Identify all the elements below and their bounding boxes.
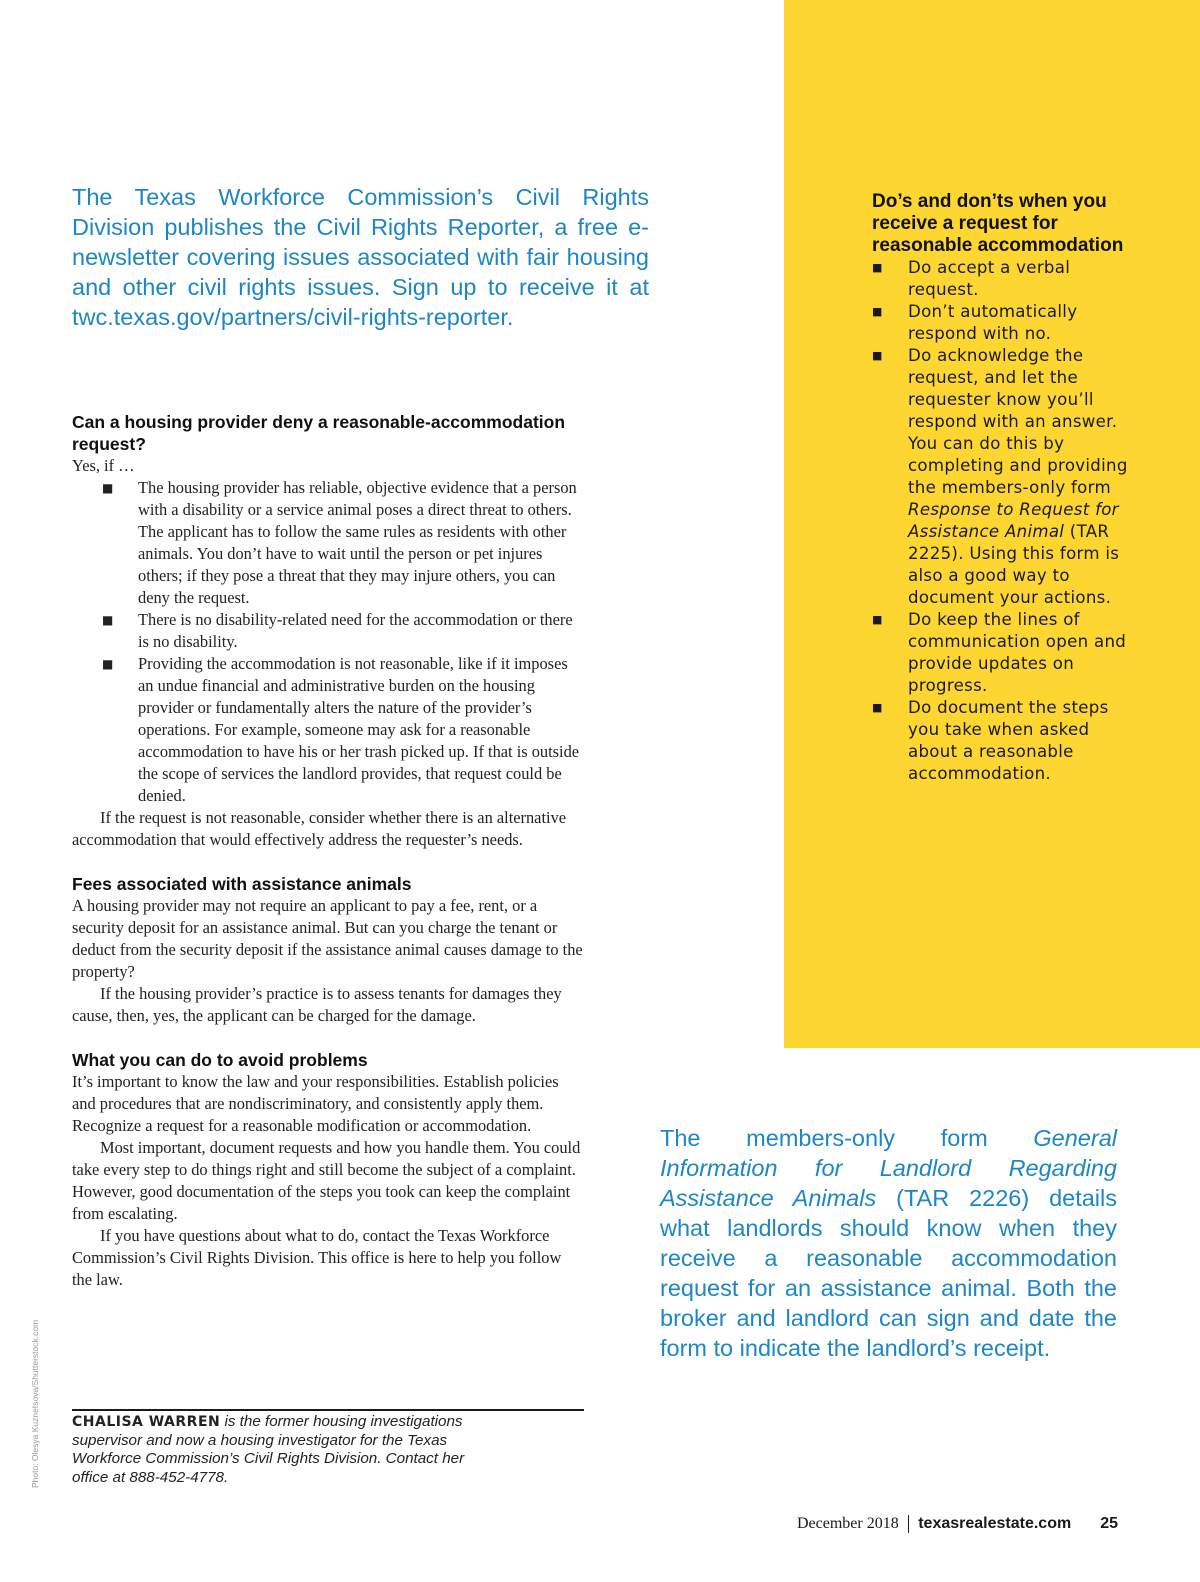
bullet-icon: ■ [872,305,883,318]
bullet-icon: ■ [102,657,114,671]
spacer [72,851,584,873]
page-number: 25 [1100,1515,1118,1532]
list-item-text: (TAR 2225). Using this form is also a good way to document your actions. [908,522,1120,607]
spacer [72,1027,584,1049]
bullet-icon: ■ [872,349,883,362]
list-item [872,257,1132,301]
list-item-text: Do keep the lines of communication open and provide updates on progress. [908,610,1127,695]
site-link[interactable]: texasrealestate.com [918,1515,1072,1532]
form-callout [660,1123,1117,1363]
sidebar-heading: Do’s and don’ts when you receive a request for reasonable accommodation [872,191,1124,256]
footer-separator [908,1515,910,1533]
section-heading-fees: Fees associated with assistance animals [72,874,412,894]
list-item-text: There is no disability-related need for the accommodation or there is no disability. [138,610,573,651]
form-title: Response to Request for Assistance Animal [908,500,1119,541]
callout-text: (TAR 2226) details what landlords should know when they receive a reasonable accommodation request for an assistance animal. Both the broker and landlord can sign and date the form to indicate the landlord’s receipt. [660,1185,1118,1361]
list-item [102,653,584,807]
list-item-text: Don’t automatically respond with no. [908,302,1078,343]
list-item [102,477,584,609]
section-heading-deny: Can a housing provider deny a reasonable-accommodation request? [72,412,566,454]
list-item [102,609,584,653]
paragraph: Most important, document requests and how you handle them. You could take every step to do things right and still become the subject of a complaint. However, good documentation of the steps you took can keep the complaint from escalating. [72,1138,581,1223]
article-body [72,411,584,1291]
list-item-text: Do acknowledge the request, and let the requester know you’ll respond with an answer. You can do this by completing and providing the members-only form [908,346,1128,497]
section-heading-avoid: What you can do to avoid problems [72,1050,368,1070]
bullet-icon: ■ [872,701,883,714]
list-item [872,345,1132,609]
page-footer [797,1515,1118,1533]
author-bio [72,1413,502,1487]
paragraph: A housing provider may not require an applicant to pay a fee, rent, or a security deposit for an assistance animal. But can you charge the tenant or deduct from the security deposit if the assistance animal causes damage to the property? [72,896,583,981]
list-item-text: Do document the steps you take when asked about a reasonable accommodation. [908,698,1109,783]
list-item [872,609,1132,697]
intro-blurb: The Texas Workforce Commission’s Civil Rights Division publishes the Civil Rights Reporter, a free e-newsletter covering issues associated with fair housing and other civil rights issues. Sign up to receive it at twc.texas.gov/partners/civil-rights-reporter. [72,184,649,330]
paragraph: If the request is not reasonable, consider whether there is an alternative accommodation that would effectively address the requester’s needs. [72,808,567,849]
list-item-text: Providing the accommodation is not reasonable, like if it imposes an undue financial and administrative burden on the housing provider or fundamentally alters the nature of the provider’s operations. For example, someone may ask for a reasonable accommodation to have his or her trash picked up. If that is outside the scope of services the landlord provides, that request could be denied. [138,654,580,805]
dos-donts-sidebar [872,191,1132,785]
callout-text: The members-only form [660,1125,1034,1151]
issue-date: December 2018 [796,1515,899,1532]
paragraph: It’s important to know the law and your responsibilities. Establish policies and procedures that are nondiscriminatory, and consistently apply them. Recognize a request for a reasonable modification or accommodation. [72,1072,559,1135]
deny-reasons-list [72,477,584,807]
paragraph: If the housing provider’s practice is to assess tenants for damages they cause, then, yes, the applicant can be charged for the damage. [72,984,562,1025]
list-item-text: Do accept a verbal request. [908,258,1071,299]
list-item-text: The housing provider has reliable, objective evidence that a person with a disability or a service animal poses a direct threat to others. The applicant has to follow the same rules as residents with other animals. You don’t have to wait until the person or pet injures others; if they pose a threat that they may injure others, you can deny the request. [138,478,577,607]
list-item [872,697,1132,785]
callout-form-title: General Information for Landlord Regarding Assistance Animals [660,1125,1117,1211]
bullet-icon: ■ [872,613,883,626]
list-item [872,301,1132,345]
bullet-icon: ■ [102,613,114,627]
divider [72,1409,584,1411]
bullet-icon: ■ [872,261,883,274]
photo-credit: Photo: Olesya Kuznetsova/Shutterstock.com [30,1319,40,1488]
author-name: CHALISA WARREN [72,1414,221,1430]
sidebar-list [872,257,1132,785]
paragraph: If you have questions about what to do, contact the Texas Workforce Commission’s Civil Rights Division. This office is here to help you follow the law. [72,1226,562,1289]
author-bio-text: is the former housing investigations supervisor and now a housing investigator for the Texas Workforce Commission’s Civil Rights Division. Contact her office at 888-452-4778. [72,1413,465,1486]
bullet-icon: ■ [102,481,114,495]
section-lead: Yes, if … [72,456,135,475]
